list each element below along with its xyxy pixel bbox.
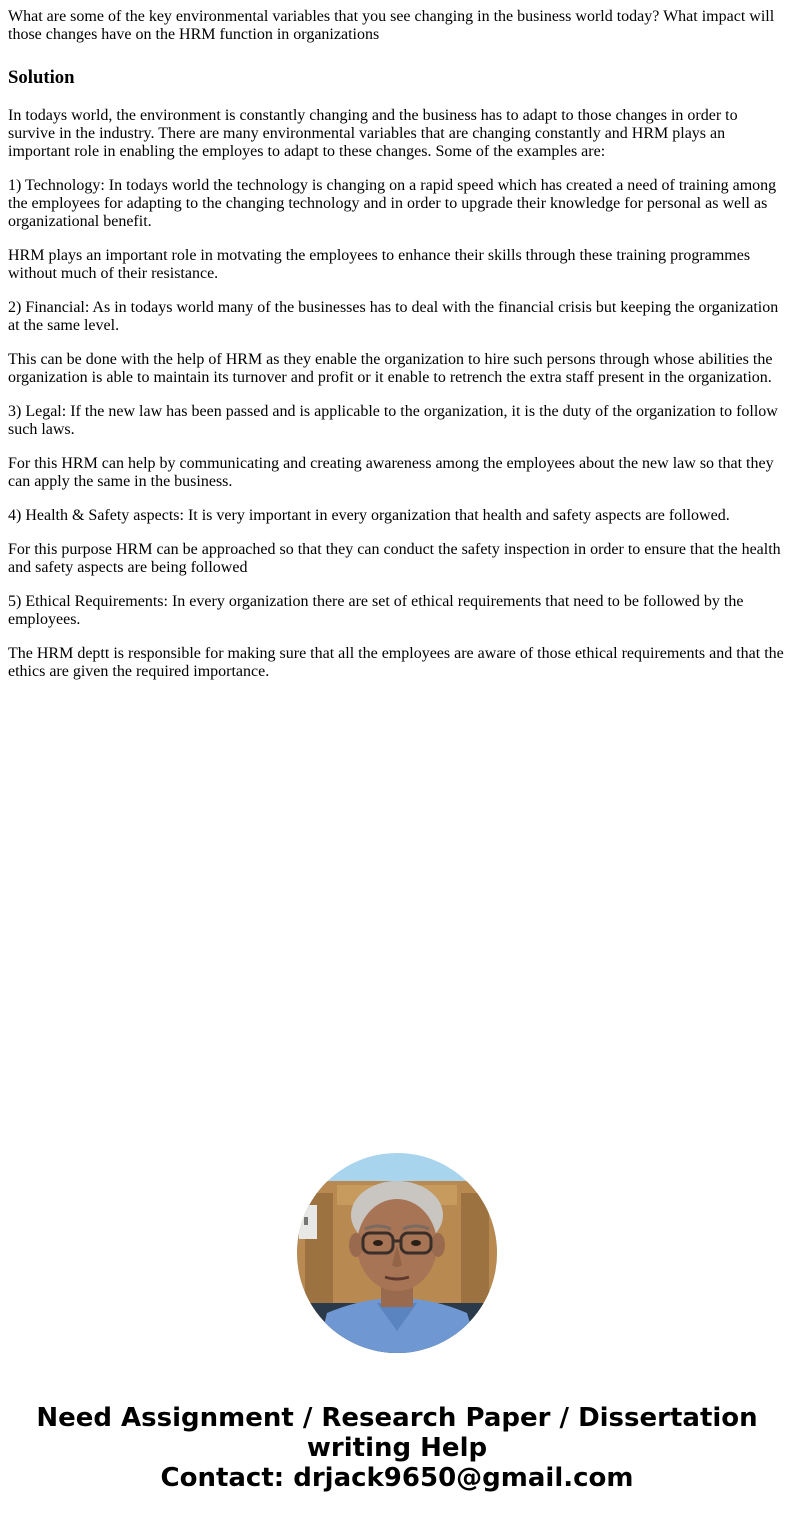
author-avatar (297, 1153, 497, 1353)
cta-subheadline: writing Help (306, 1433, 488, 1463)
paragraph-ethical-hrm: The HRM deptt is responsible for making sure that all the employees are aware of those ethical requirements and that the ethics are given the required importance. (8, 645, 784, 680)
paragraph-legal-hrm: For this HRM can help by communicating and creating awareness among the employees about the new law so that they can apply the same in the business. (8, 455, 774, 490)
paragraph-legal: 3) Legal: If the new law has been passed and is applicable to the organization, it is the duty of the organization to follow such laws. (8, 403, 778, 438)
solution-heading: Solution (8, 67, 75, 88)
question-text: What are some of the key environmental variables that you see changing in the business world today? What impact will those changes have on the HRM function in organizations (8, 8, 775, 43)
cta-contact-email: Contact: drjack9650@gmail.com (160, 1463, 634, 1493)
contact-banner (0, 1403, 794, 1493)
paragraph-financial: 2) Financial: As in todays world many of the businesses has to deal with the financial crisis but keeping the organization at the same level. (8, 299, 779, 334)
author-portrait-image (297, 1153, 497, 1353)
paragraph-health-safety: 4) Health & Safety aspects: It is very important in every organization that health and safety aspects are followed. (8, 507, 730, 524)
paragraph-financial-hrm: This can be done with the help of HRM as they enable the organization to hire such persons through whose abilities the organization is able to maintain its turnover and profit or it enable to retrench the extra staff present in the organization. (8, 351, 773, 386)
paragraph-intro: In todays world, the environment is constantly changing and the business has to adapt to those changes in order to survive in the industry. There are many environmental variables that are changing constantly and HRM plays an important role in enabling the employes to adapt to these changes. Some of the examples are: (8, 107, 738, 160)
document-body (8, 8, 786, 681)
paragraph-technology-hrm: HRM plays an important role in motvating the employees to enhance their skills through these training programmes without much of their resistance. (8, 247, 751, 282)
paragraph-ethical: 5) Ethical Requirements: In every organization there are set of ethical requirements that need to be followed by the employees. (8, 593, 744, 628)
paragraph-health-safety-hrm: For this purpose HRM can be approached so that they can conduct the safety inspection in order to ensure that the health and safety aspects are being followed (8, 541, 781, 576)
paragraph-technology: 1) Technology: In todays world the technology is changing on a rapid speed which has created a need of training among the employees for adapting to the changing technology and in order to upgrade their knowledge for personal as well as organizational benefit. (8, 177, 777, 230)
cta-headline: Need Assignment / Research Paper / Dissertation (36, 1403, 758, 1433)
